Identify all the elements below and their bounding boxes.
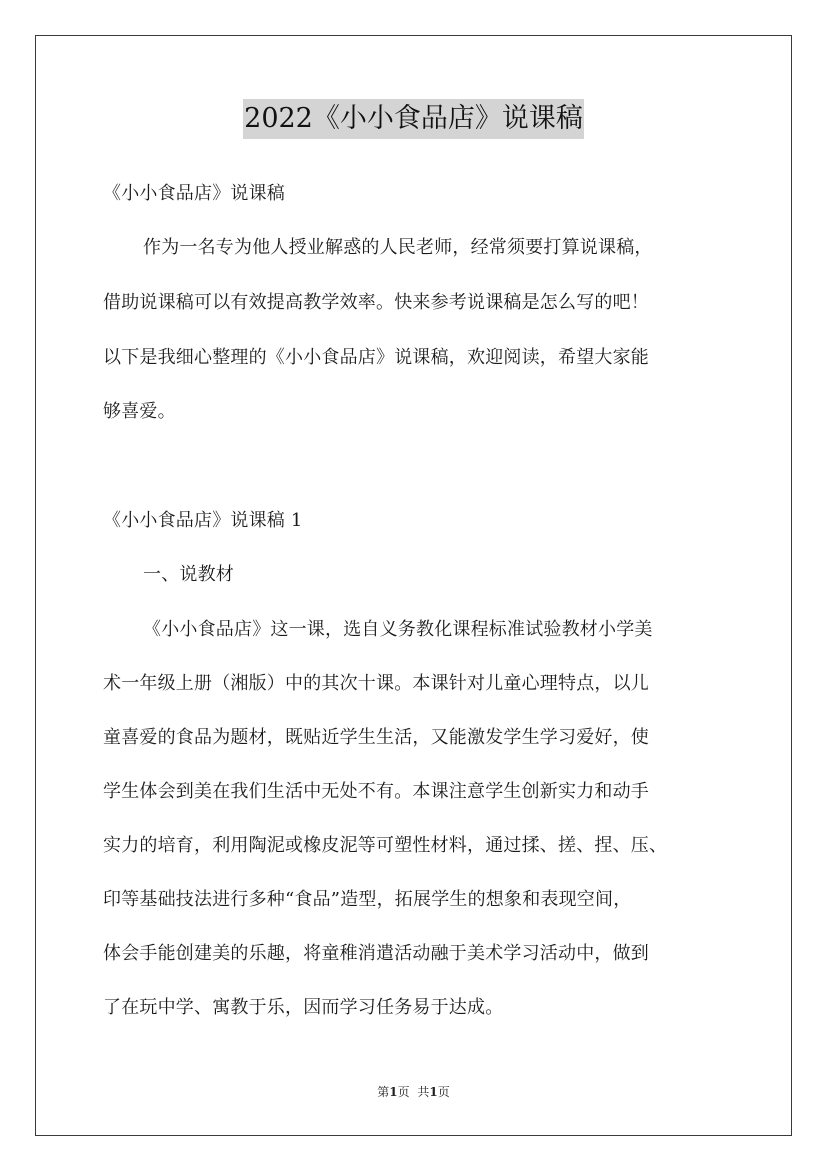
footer-total-number: 1 [429, 1085, 438, 1099]
footer-total-prefix: 共 [417, 1085, 430, 1099]
body-line: 学生体会到美在我们生活中无处不有。本课注意学生创新实力和动手 [103, 781, 649, 802]
body-line: 印等基础技法进行多种“食品”造型，拓展学生的想象和表现空间， [103, 889, 632, 910]
section-heading: 一、说教材 [143, 564, 234, 585]
section-title: 《小小食品店》说课稿 1 [103, 510, 303, 531]
document-title: 2022《小小食品店》说课稿 [243, 99, 584, 139]
document-subtitle: 《小小食品店》说课稿 [103, 183, 285, 204]
footer-total-suffix: 页 [437, 1085, 450, 1099]
footer-page-prefix: 第 [377, 1085, 390, 1099]
footer-page-number: 1 [389, 1085, 398, 1099]
page-footer [0, 1084, 827, 1100]
body-line: 《小小食品店》这一课，选自义务教化课程标准试验教材小学美 [143, 619, 653, 640]
body-line: 体会手能创建美的乐趣，将童稚消遣活动融于美术学习活动中，做到 [103, 943, 649, 964]
intro-line: 以下是我细心整理的《小小食品店》说课稿，欢迎阅读，希望大家能 [103, 347, 649, 368]
intro-line: 借助说课稿可以有效提高教学效率。快来参考说课稿是怎么写的吧！ [103, 292, 649, 313]
footer-page-suffix: 页 [397, 1085, 410, 1099]
body-line: 术一年级上册（湘版）中的其次十课。本课针对儿童心理特点，以儿 [103, 673, 649, 694]
body-line: 实力的培育，利用陶泥或橡皮泥等可塑性材料，通过揉、搓、捏、压、 [103, 835, 668, 856]
intro-line: 作为一名专为他人授业解惑的人民老师，经常须要打算说课稿， [143, 237, 653, 258]
body-line: 童喜爱的食品为题材，既贴近学生生活，又能激发学生学习爱好，使 [103, 727, 649, 748]
body-line: 了在玩中学、寓教于乐，因而学习任务易于达成。 [103, 997, 504, 1018]
intro-line: 够喜爱。 [103, 401, 176, 422]
title-container [0, 99, 827, 139]
